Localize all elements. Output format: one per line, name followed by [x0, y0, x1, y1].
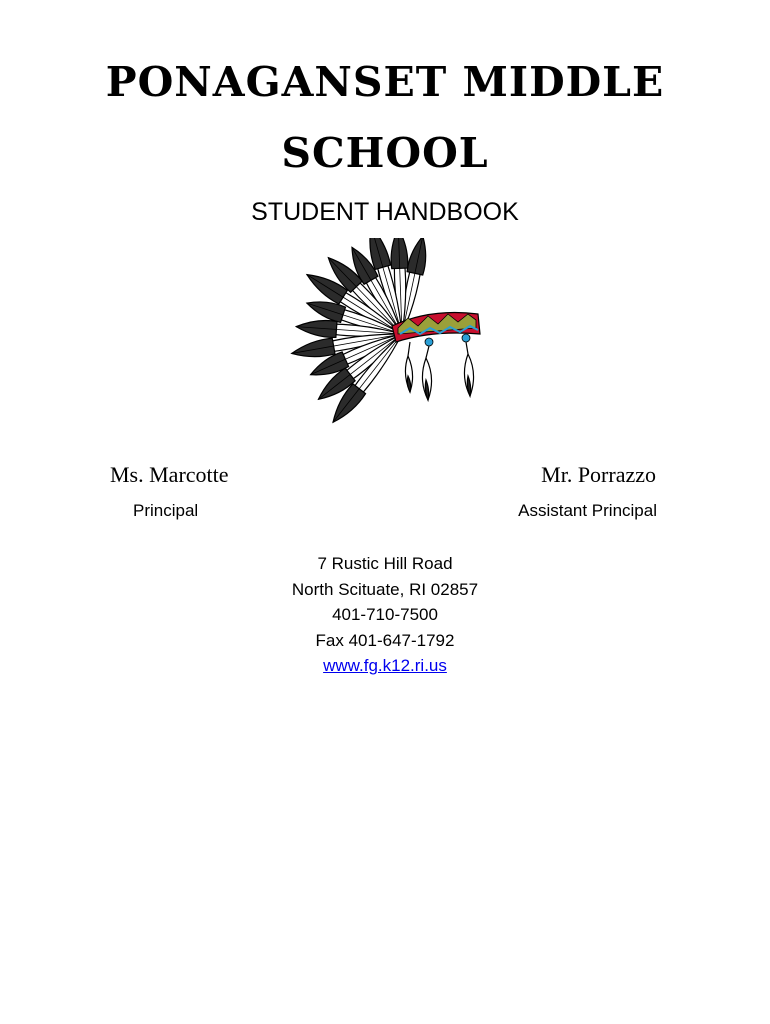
headdress-icon [280, 238, 490, 448]
phone-number: 401-710-7500 [332, 605, 438, 624]
assistant-principal-name: Mr. Porrazzo [541, 462, 656, 487]
assistant-principal-title: Assistant Principal [518, 501, 657, 520]
fax-number: Fax 401-647-1792 [315, 630, 455, 650]
contact-block [0, 551, 770, 679]
street-address: 7 Rustic Hill Road [317, 554, 453, 573]
feather-tip [370, 238, 391, 269]
page-title-line2: SCHOOL [281, 129, 489, 177]
page-title-line1: PONAGANSET MIDDLE [105, 58, 665, 106]
website-link[interactable]: www.fg.k12.ri.us [323, 656, 447, 675]
feather-tip [292, 338, 335, 356]
page-subtitle: STUDENT HANDBOOK [251, 198, 519, 226]
principal-name: Ms. Marcotte [110, 462, 229, 487]
city-state-zip: North Scituate, RI 02857 [291, 579, 479, 599]
principal-title: Principal [133, 501, 199, 520]
feather-tip [407, 238, 426, 275]
hanging-feathers [405, 342, 473, 400]
